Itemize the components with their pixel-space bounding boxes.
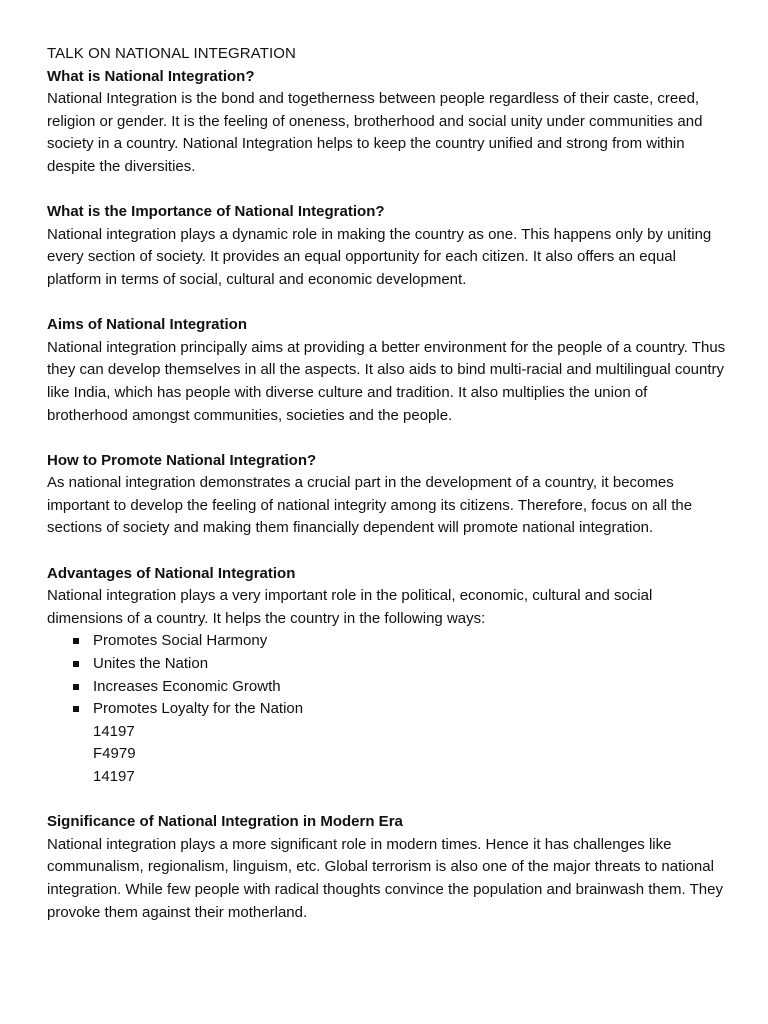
section-significance [47,811,728,924]
document-title: TALK ON NATIONAL INTEGRATION [47,45,296,62]
code-line: F4979 [93,745,136,763]
code-list [47,721,728,789]
list-item-label: Promotes Social Harmony [93,632,268,650]
section-heading: How to Promote National Integration? [47,451,317,469]
section-heading: Significance of National Integration in Modern Era [47,813,403,831]
code-line: 14197 [93,722,135,740]
advantages-bullet-list [47,630,728,720]
section-heading: Aims of National Integration [47,316,248,334]
square-bullet-icon [73,638,79,644]
section-aims [47,314,728,427]
section-body: National integration plays a more significant role in modern times. Hence it has challenges like communalism, regionalism, linguism, etc. Global terrorism is also one of the major threats to national integration. While few people with radical thoughts convince the population and brainwash them. They provoke them against their motherland. [47,835,723,921]
square-bullet-icon [73,706,79,712]
section-advantages [47,563,728,789]
square-bullet-icon [73,661,79,667]
list-item-label: Unites the Nation [93,655,209,673]
list-item [73,653,728,676]
section-importance [47,201,728,291]
section-promote [47,450,728,540]
section-heading: What is National Integration? [47,67,255,85]
square-bullet-icon [73,684,79,690]
list-item [73,630,728,653]
section-heading: Advantages of National Integration [47,564,296,582]
section-body: National Integration is the bond and togetherness between people regardless of their caste, creed, religion or gender. It is the feeling of oneness, brotherhood and social unity under communities and society in a country. National Integration helps to keep the country unified and strong from within despite the diversities. [47,90,703,175]
section-body: National integration plays a very important role in the political, economic, cultural and social dimensions of a country. It helps the country in the following ways: [47,587,653,627]
list-item-label: Promotes Loyalty for the Nation [93,700,304,718]
section-body: National integration plays a dynamic role in making the country as one. This happens only by uniting every section of society. It provides an equal opportunity for each citizen. It also offers an equal platform in terms of social, cultural and economic development. [47,225,712,288]
section-body: National integration principally aims at providing a better environment for the people of a country. Thus they can develop themselves in all the aspects. It also aids to bind multi-racial and multilingual country like India, which has people with diverse culture and tradition. It also multiplies the union of brotherhood amongst communities, societies and the people. [47,338,726,424]
code-line: 14197 [93,768,135,785]
section-what-is [47,66,728,179]
section-heading: What is the Importance of National Integration? [47,203,385,221]
list-item [73,698,728,721]
section-body: As national integration demonstrates a crucial part in the development of a country, it becomes important to develop the feeling of national integrity among its citizens. Therefore, focus on all the sections of society and making them financially dependent will promote national integration. [47,474,693,537]
list-item [73,676,728,699]
list-item-label: Increases Economic Growth [93,677,281,695]
